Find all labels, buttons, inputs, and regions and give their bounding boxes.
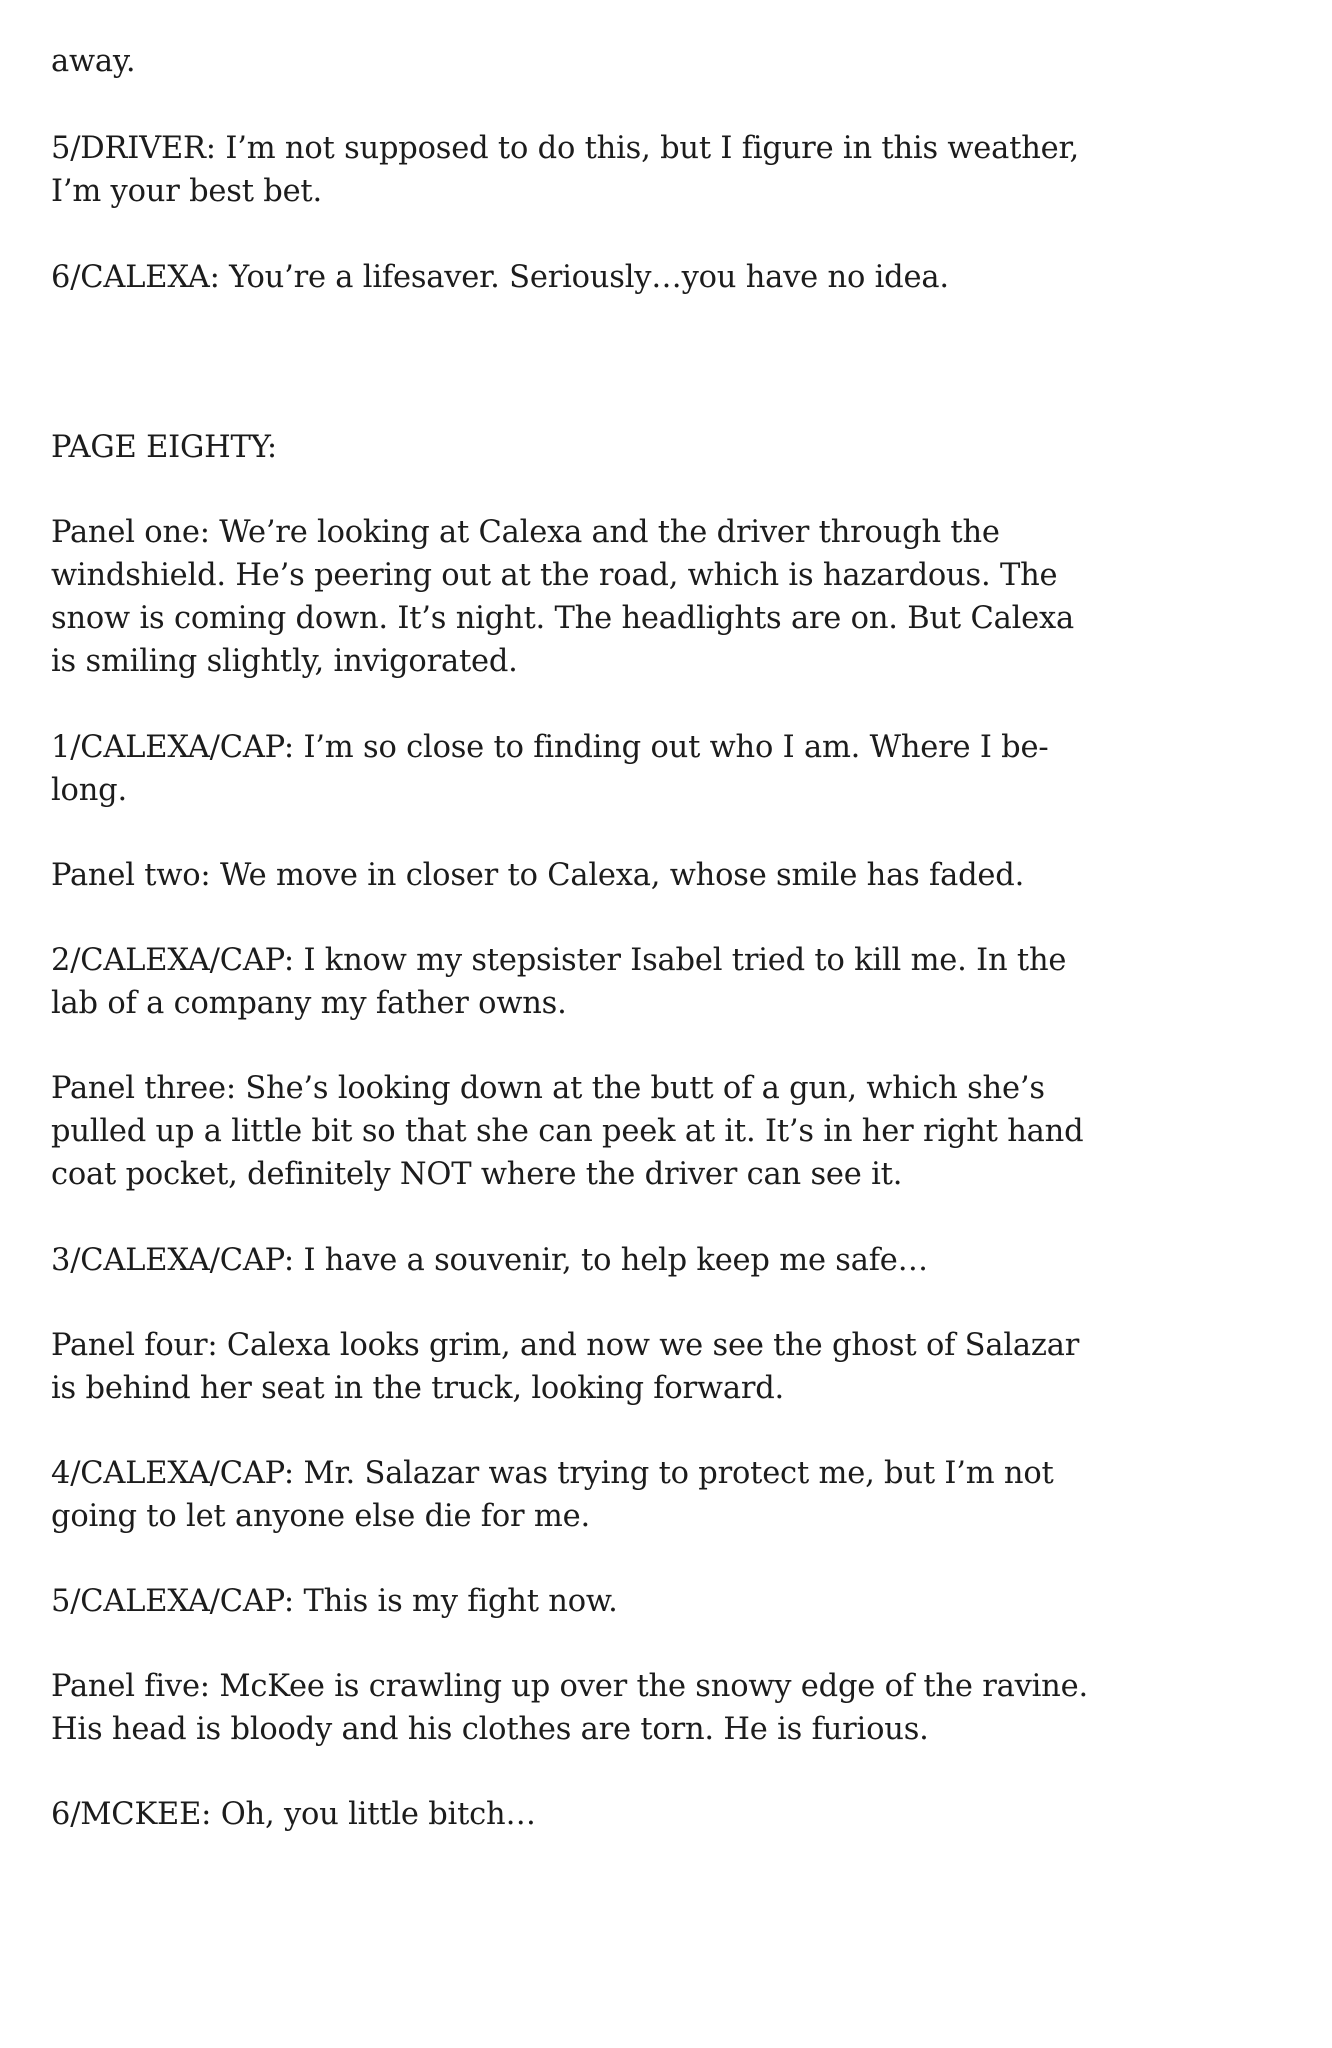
caption-1 bbox=[51, 726, 1231, 812]
caption-3 bbox=[51, 1239, 1231, 1282]
text-line: 5/DRIVER: I’m not supposed to do this, but I figure in this weather, bbox=[51, 131, 1080, 166]
text-line: 3/CALEXA/CAP: I have a souvenir, to help keep me safe… bbox=[51, 1243, 928, 1278]
page-heading bbox=[51, 426, 1231, 469]
text-line: Panel two: We move in closer to Calexa, whose smile has faded. bbox=[51, 858, 1025, 893]
text-line: going to let anyone else die for me. bbox=[51, 1499, 591, 1534]
caption-2 bbox=[51, 939, 1231, 1025]
text-line: 1/CALEXA/CAP: I’m so close to finding out who I am. Where I be- bbox=[51, 730, 1049, 765]
text-line: Panel three: She’s looking down at the butt of a gun, which she’s bbox=[51, 1071, 1045, 1106]
dialogue-calexa bbox=[51, 256, 1231, 299]
text-line: 2/CALEXA/CAP: I know my stepsister Isabel tried to kill me. In the bbox=[51, 943, 1067, 978]
text-line: 5/CALEXA/CAP: This is my fight now. bbox=[51, 1584, 618, 1619]
text-line: long. bbox=[51, 773, 127, 808]
text-line: snow is coming down. It’s night. The headlights are on. But Calexa bbox=[51, 601, 1074, 636]
text-line: PAGE EIGHTY: bbox=[51, 430, 277, 465]
panel-three-description bbox=[51, 1067, 1231, 1196]
text-line: coat pocket, definitely NOT where the driver can see it. bbox=[51, 1157, 903, 1192]
text-line: 4/CALEXA/CAP: Mr. Salazar was trying to protect me, but I’m not bbox=[51, 1456, 1054, 1491]
text-line: is smiling slightly, invigorated. bbox=[51, 644, 518, 679]
panel-five-description bbox=[51, 1665, 1231, 1751]
text-line: Panel four: Calexa looks grim, and now we see the ghost of Salazar bbox=[51, 1328, 1080, 1363]
text-line: is behind her seat in the truck, looking forward. bbox=[51, 1371, 785, 1406]
text-line: pulled up a little bit so that she can peek at it. It’s in her right hand bbox=[51, 1114, 1084, 1149]
text-line: Panel five: McKee is crawling up over the snowy edge of the ravine. bbox=[51, 1669, 1088, 1704]
panel-one-description bbox=[51, 511, 1231, 683]
text-line: 6/MCKEE: Oh, you little bitch… bbox=[51, 1797, 536, 1832]
panel-two-description bbox=[51, 854, 1231, 897]
text-line: His head is bloody and his clothes are torn. He is furious. bbox=[51, 1712, 929, 1747]
text-line: away. bbox=[51, 44, 136, 79]
text-line: 6/CALEXA: You’re a lifesaver. Seriously…you have no idea. bbox=[51, 260, 949, 295]
text-line: Panel one: We’re looking at Calexa and the driver through the bbox=[51, 515, 1000, 550]
text-line: windshield. He’s peering out at the road, which is hazardous. The bbox=[51, 558, 1058, 593]
dialogue-continuation bbox=[51, 40, 1231, 83]
text-line: lab of a company my father owns. bbox=[51, 986, 567, 1021]
dialogue-driver bbox=[51, 127, 1231, 213]
caption-4 bbox=[51, 1452, 1231, 1538]
panel-four-description bbox=[51, 1324, 1231, 1410]
text-line: I’m your best bet. bbox=[51, 174, 322, 209]
caption-5 bbox=[51, 1580, 1231, 1623]
dialogue-mckee bbox=[51, 1793, 1231, 1836]
